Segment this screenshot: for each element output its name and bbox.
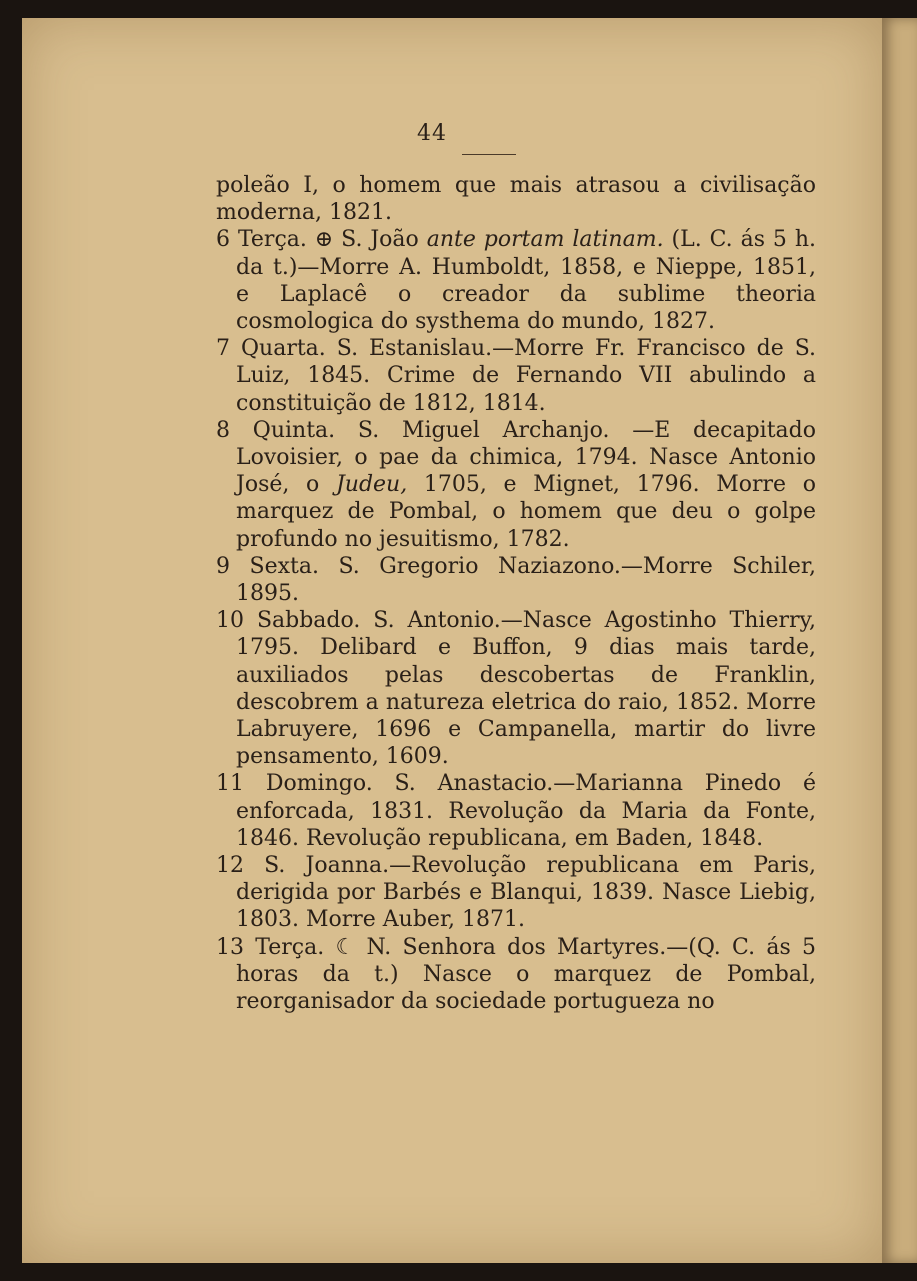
entry-day-11 <box>216 770 816 852</box>
entry-day-number: 11 <box>216 771 244 797</box>
entry-text: (L. C. ás 5 h. da t.)—Morre A. Humboldt, 1858, e Nieppe, 1851, e Laplacê o creador da sublime theoria cosmologica do systhema do mundo, 1827. <box>236 227 817 335</box>
entry-italic-text: Judeu, <box>335 472 408 498</box>
entry-text: S. Joanna.—Revolução republicana em Paris, derigida por Barbés e Blanqui, 1839. Nasce Liebig, 1803. Morre Auber, 1871. <box>236 853 816 933</box>
entry-text: poleão I, o homem que mais atrasou a civilisação moderna, 1821. <box>216 173 816 226</box>
entry-day-number: 13 <box>216 934 244 960</box>
entry-day-8 <box>216 417 816 553</box>
entry-day-number: 7 <box>216 336 230 362</box>
entry-day-number: 8 <box>216 417 230 443</box>
entry-day-number: 12 <box>216 853 244 879</box>
entry-day-number: 9 <box>216 553 230 579</box>
entry-day-7 <box>216 335 816 417</box>
entry-text: Quarta. S. Estanislau.—Morre Fr. Francisco de S. Luiz, 1845. Crime de Fernando VII abulindo a constituição de 1812, 1814. <box>236 336 816 416</box>
entry-day-number: 6 <box>216 227 230 253</box>
entry-day-number: 10 <box>216 608 244 634</box>
entry-day-10 <box>216 607 816 770</box>
entry-continuation <box>216 172 816 226</box>
entry-text: Terça. ☾ N. Senhora dos Martyres.—(Q. C. ás 5 horas da t.) Nasce o marquez de Pombal, reorganisador da sociedade portugueza no <box>236 934 816 1015</box>
entry-day-12 <box>216 852 816 934</box>
entry-text: Sexta. S. Gregorio Naziazono.—Morre Schiler, 1895. <box>236 553 816 607</box>
page-number: 44 <box>417 121 447 146</box>
entry-day-6 <box>216 226 816 335</box>
book-page <box>22 18 882 1263</box>
entry-text: Sabbado. S. Antonio.—Nasce Agostinho Thierry, 1795. Delibard e Buffon, 9 dias mais tarde, auxiliados pelas descobertas de Franklin, descobrem a natureza eletrica do raio, 1852. Morre Labruyere, 1696 e Campanella, martir do livre pensamento, 1609. <box>236 608 816 770</box>
text-body <box>216 172 816 1015</box>
entry-text: Quinta. S. Miguel Archanjo. —E decapitado Lovoisier, o pae da chimica, 1794. Nasce Antonio José, o <box>236 417 816 498</box>
entry-day-9 <box>216 553 816 607</box>
facing-page-edge <box>882 18 917 1263</box>
entry-text: Domingo. S. Anastacio.—Marianna Pinedo é enforcada, 1831. Revolução da Maria da Fonte, 1846. Revolução republicana, em Baden, 1848. <box>236 771 816 851</box>
entry-text: 1705, e Mignet, 1796. Morre o marquez de Pombal, o homem que deu o golpe profundo no jesuitismo, 1782. <box>236 472 816 552</box>
entry-italic-text: ante portam latinam. <box>426 227 664 253</box>
header-rule <box>462 154 516 155</box>
entry-day-13 <box>216 934 816 1016</box>
entry-text: Terça. ⊕ S. João <box>237 227 427 253</box>
